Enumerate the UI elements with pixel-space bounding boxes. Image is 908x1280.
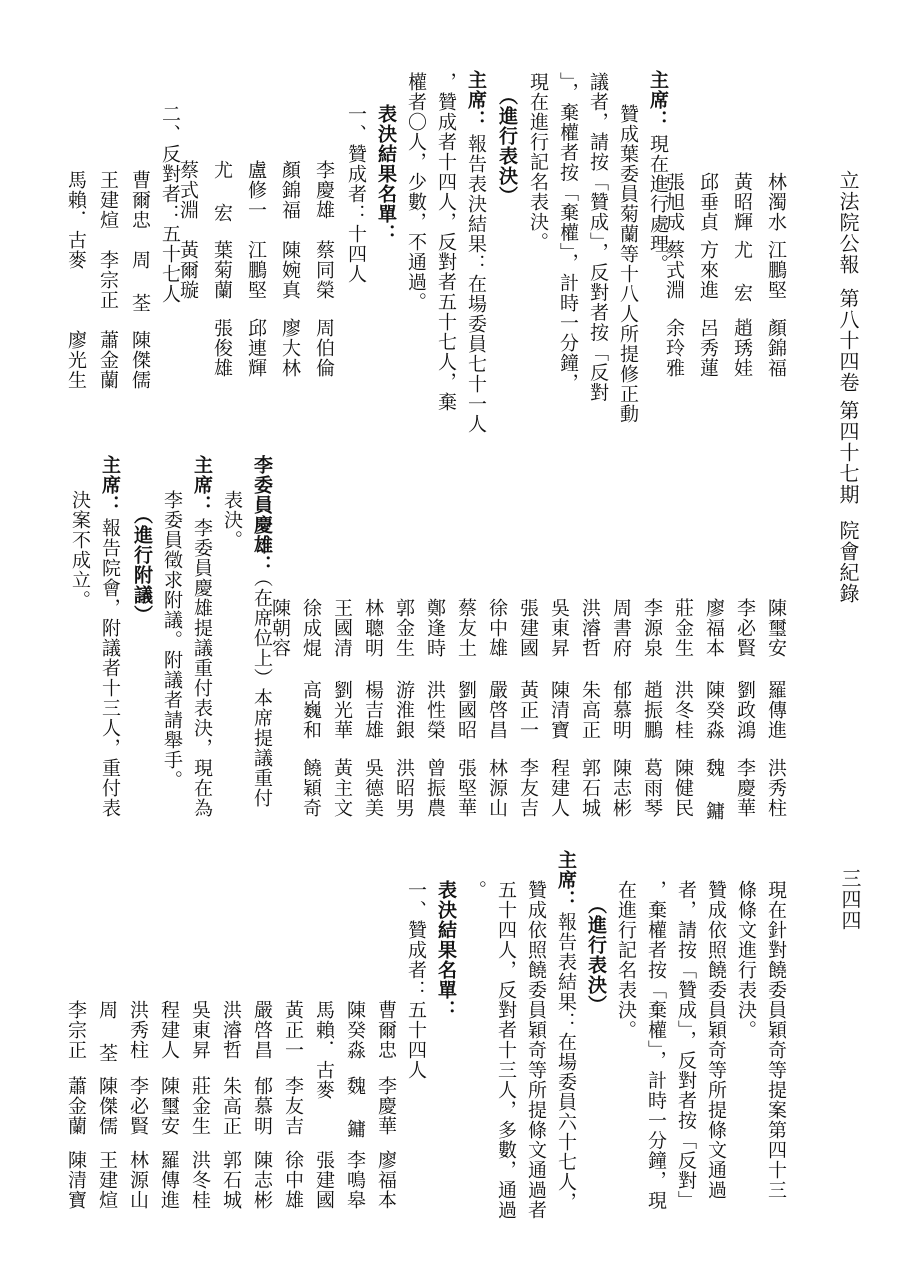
member-name: 余玲雅 [663,318,685,378]
member-name: 周 荃 [96,1000,118,1063]
member-name: 陳志彬 [251,1150,273,1210]
member-name: 葉菊蘭 [211,240,233,300]
member-name: 陳清寶 [548,680,570,740]
member-name: 洪濬哲 [579,598,601,658]
member-name: 趙琇娃 [731,318,753,378]
member-name: 陳傑儒 [129,330,151,390]
member-name: 江鵬堅 [245,240,267,300]
member-name: 蕭金蘭 [97,330,119,390]
member-name: 郁慕明 [251,1076,273,1136]
paragraph-text: ，贊成者十四人，反對者五十七人，棄 [435,72,457,412]
paragraph-text: 」，棄權者按「棄權」，計時一分鐘， [557,72,579,393]
member-name: 劉光華 [331,680,353,740]
member-name: 邱連輝 [245,318,267,378]
member-name: 高巍和 [300,680,322,740]
member-name: 李宗正 [65,1000,87,1060]
member-name: 洪冬桂 [189,1150,211,1210]
member-name: 林聰明 [362,598,384,658]
chair-label: 主席： [99,455,121,515]
paragraph-text: 現在進行處理。 [647,134,669,274]
member-name: 李慶華 [375,1076,397,1136]
member-name: 顏錦福 [279,160,301,220]
member-name: 蔡同榮 [313,240,335,300]
paragraph-text: 議者，請按「贊成」，反對者按「反對 [587,72,609,403]
vote-list-heading: 表決結果名單： [375,104,397,244]
member-name: 林濁水 [765,172,787,232]
member-name: 黃爾璇 [177,240,199,300]
member-name: 張俊雄 [211,318,233,378]
member-name: 江鵬堅 [765,240,787,300]
chair-label: 主席： [465,70,487,130]
member-name: 徐成焜 [300,598,322,658]
member-name: 王建煊 [96,1150,118,1210]
member-name: 羅傳進 [158,1150,180,1210]
member-name: 徐中雄 [282,1150,304,1210]
paragraph-text: 李委員徵求附議。附議者請舉手。 [161,490,183,790]
member-name: 曹爾忠 [375,1000,397,1060]
member-name: 張建國 [313,1150,335,1210]
member-name: 郭石城 [220,1150,242,1210]
paragraph-text: 現在進行記名表決。 [527,72,549,252]
member-name: 洪秀柱 [765,758,787,818]
member-name: 張堅華 [455,758,477,818]
member-name: 魏 鏞 [344,1076,366,1139]
member-name: 王國清 [331,598,353,658]
paragraph-text: 現在針對饒委員穎奇等提案第四十三 [765,880,787,1200]
status-note: （進行表決） [496,86,518,206]
member-name: 蔡式淵 [663,240,685,300]
paragraph-text: 者，請按「贊成」，反對者按「反對」 [675,880,697,1211]
paragraph-text: 決案不成立。 [69,490,91,610]
volume-label: 第八十四卷 [836,288,860,393]
member-name: 莊金生 [672,598,694,658]
paragraph-text: 條條文進行表決。 [735,880,757,1040]
member-name: 李友吉 [282,1076,304,1136]
member-name: 陳志彬 [610,758,632,818]
member-name: 李慶雄 [313,160,335,220]
member-name: 尤 宏 [211,160,233,223]
member-name: 嚴啓昌 [486,680,508,740]
page-number: 三四四 [838,868,862,931]
member-name: 陳癸淼 [703,680,725,740]
member-name: 黃正一 [282,1000,304,1060]
member-name: 蔡友土 [455,598,477,658]
member-name: 周 荃 [129,250,151,313]
member-name: 曾振農 [424,758,446,818]
member-name: 洪濬哲 [220,1000,242,1060]
member-name: 黃正一 [517,680,539,740]
paragraph-text: 贊成依照饒委員穎奇等所提條文通過 [705,880,727,1200]
speaker-label: 李委員慶雄： [251,455,273,575]
member-name: 劉政鴻 [734,680,756,740]
vote-list-heading: 表決結果名單： [435,880,457,1020]
member-name: 嚴啓昌 [251,1000,273,1060]
member-name: 程建人 [548,758,570,818]
chair-label: 主席： [191,455,213,515]
member-name: 葛雨琴 [641,758,663,818]
member-name: 張旭成 [663,172,685,232]
member-name: 廖光生 [65,330,87,390]
member-name: 陳傑儒 [96,1076,118,1136]
paragraph-text: ，棄權者按「棄權」，計時一分鐘，現 [645,880,667,1211]
member-name: 郭石城 [579,758,601,818]
member-name: 洪昭男 [393,758,415,818]
member-name: 羅傳進 [765,680,787,740]
member-name: 馬賴．古麥 [65,170,87,270]
issue-label: 第四十七期 [836,400,860,505]
member-name: 周書府 [610,598,632,658]
member-name: 黃主文 [331,758,353,818]
member-name: 李宗正 [97,250,119,310]
member-name: 馬賴．古麥 [313,1000,335,1100]
member-name: 吳東昇 [189,1000,211,1060]
status-note: （進行附議） [131,505,153,625]
paragraph-text: （在席位上）本席提議重付 [251,568,273,808]
member-name: 陳清寶 [65,1150,87,1210]
member-name: 蕭金蘭 [65,1076,87,1136]
member-name: 鄭逢時 [424,598,446,658]
member-name: 魏 鏞 [703,758,725,821]
chair-label: 主席： [555,850,577,910]
member-name: 朱高正 [220,1076,242,1136]
member-name: 郁慕明 [610,680,632,740]
member-name: 吳德美 [362,758,384,818]
paragraph-text: 報告院會，附議者十三人，重付表 [99,518,121,818]
member-name: 程建人 [158,1000,180,1060]
member-name: 林源山 [127,1150,149,1210]
paragraph-text: 五十四人，反對者十三人，多數，通過 [495,880,517,1220]
member-name: 李慶華 [734,758,756,818]
member-name: 陳璽安 [765,598,787,658]
vote-group-label: 一、贊成者：五十四人 [405,880,427,1080]
publication-title: 立法院公報 [836,170,860,275]
vote-group-label: 二、反對者：五十七人 [159,104,181,304]
chair-label: 主席： [647,70,669,130]
member-name: 陳健民 [672,758,694,818]
member-name: 林源山 [486,758,508,818]
member-name: 莊金生 [189,1076,211,1136]
member-name: 李源泉 [641,598,663,658]
member-name: 邱垂貞 [697,172,719,232]
paragraph-text: 。 [465,880,487,900]
member-name: 王建煊 [97,170,119,230]
member-name: 方來進 [697,240,719,300]
paragraph-text: 在進行記名表決。 [615,880,637,1040]
member-name: 游淮銀 [393,680,415,740]
member-name: 黃昭輝 [731,172,753,232]
member-name: 盧修一 [245,160,267,220]
section-label: 院會紀錄 [836,520,860,604]
member-name: 朱高正 [579,680,601,740]
member-name: 陳朝容 [269,598,291,658]
member-name: 李必賢 [127,1076,149,1136]
member-name: 廖福本 [375,1150,397,1210]
member-name: 蔡式淵 [177,160,199,220]
member-name: 顏錦福 [765,318,787,378]
member-name: 趙振鵬 [641,680,663,740]
member-name: 吳東昇 [548,598,570,658]
member-name: 曹爾忠 [129,170,151,230]
member-name: 張建國 [517,598,539,658]
paragraph-text: 報告表結果：在場委員六十七人， [555,912,577,1212]
member-name: 徐中雄 [486,598,508,658]
member-name: 楊吉雄 [362,680,384,740]
paragraph-text: 報告表決結果：在場委員七十一人 [465,134,487,434]
member-name: 洪冬桂 [672,680,694,740]
member-name: 洪性榮 [424,680,446,740]
paragraph-text: 贊成葉委員菊蘭等十八人所提修正動 [617,104,639,424]
member-name: 陳婉真 [279,240,301,300]
paragraph-text: 權者〇人，少數，不通過。 [405,72,427,312]
member-name: 尤 宏 [731,240,753,303]
member-name: 李鳴皋 [344,1150,366,1210]
status-note: （進行表決） [585,895,607,1015]
member-name: 周伯倫 [313,318,335,378]
member-name: 洪秀柱 [127,1000,149,1060]
vote-group-label: 一、贊成者：十四人 [345,104,367,284]
member-name: 劉國昭 [455,680,477,740]
paragraph-text: 贊成依照饒委員穎奇等所提條文通過者 [525,880,547,1220]
member-name: 廖大林 [279,318,301,378]
member-name: 廖福本 [703,598,725,658]
member-name: 饒穎奇 [300,758,322,818]
paragraph-text: 李委員慶雄提議重付表決，現在為 [191,518,213,818]
paragraph-text: 表決。 [221,490,243,550]
member-name: 呂秀蓮 [697,318,719,378]
member-name: 陳癸淼 [344,1000,366,1060]
member-name: 李必賢 [734,598,756,658]
member-name: 郭金生 [393,598,415,658]
member-name: 陳璽安 [158,1076,180,1136]
member-name: 李友吉 [517,758,539,818]
